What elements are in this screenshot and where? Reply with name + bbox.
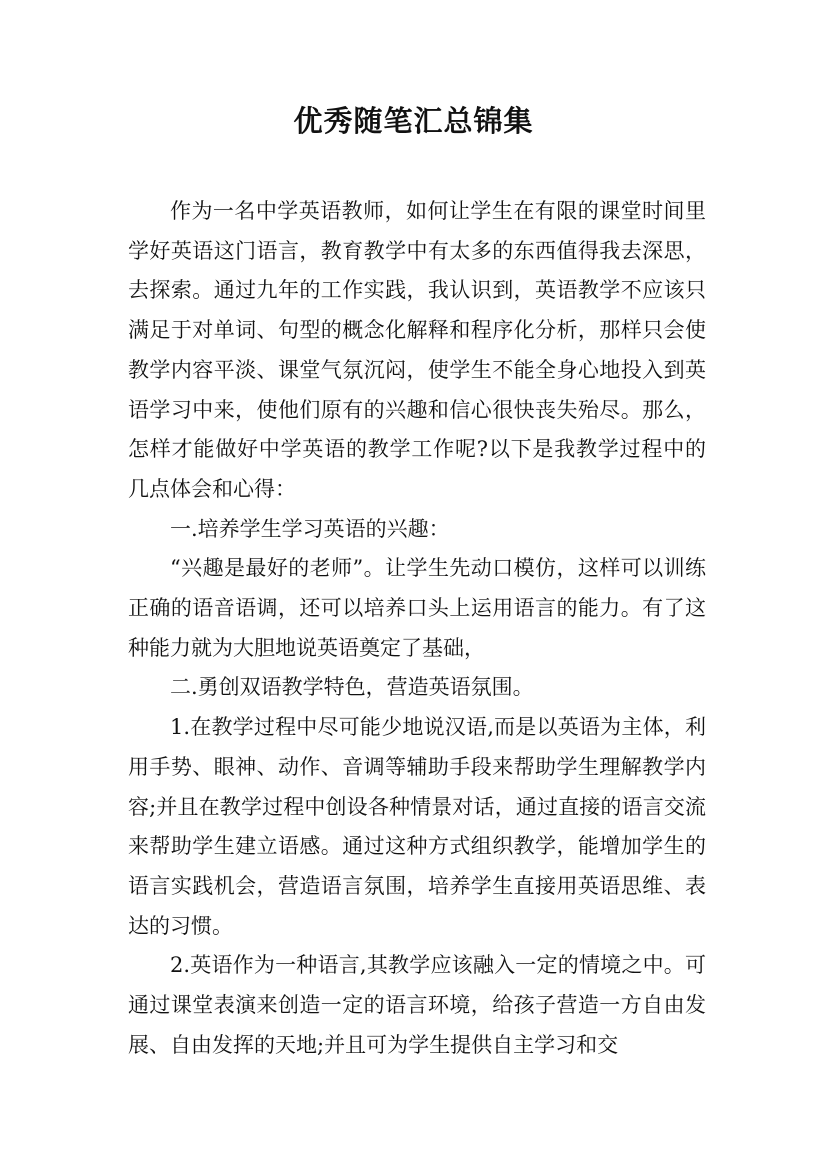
- section-heading-1: 一.培养学生学习英语的兴趣：: [170, 516, 450, 541]
- paragraph-intro: 作为一名中学英语教师，如何让学生在有限的课堂时间里学好英语这门语言，教育教学中有太多的东西值得我去深思，去探索。通过九年的工作实践，我认识到，英语教学不应该只满足于对单词、句型的概念化解释和程序化分析，那样只会使教学内容平淡、课堂气氛沉闷，使学生不能全身心地投入到英语学习中来，使他们原有的兴趣和信心很快丧失殆尽。那么，怎样才能做好中学英语的教学工作呢?以下是我教学过程中的几点体会和心得：: [128, 199, 706, 501]
- document-title: 优秀随笔汇总锦集: [293, 104, 534, 138]
- document-body: [128, 192, 706, 1065]
- section-heading-2: 二.勇创双语教学特色，营造英语氛围。: [170, 675, 534, 700]
- paragraph-point-1: 1.在教学过程中尽可能少地说汉语,而是以英语为主体，利用手势、眼神、动作、音调等辅助手段来帮助学生理解教学内容;并且在教学过程中创设各种情景对话，通过直接的语言交流来帮助学生建立语感。通过这种方式组织教学，能增加学生的语言实践机会，营造语言氛围，培养学生直接用英语思维、表达的习惯。: [128, 715, 706, 938]
- paragraph-interest: “兴趣是最好的老师”。让学生先动口模仿，这样可以训练正确的语音语调，还可以培养口头上运用语言的能力。有了这种能力就为大胆地说英语奠定了基础，: [128, 556, 706, 660]
- paragraph-point-2: 2.英语作为一种语言,其教学应该融入一定的情境之中。可通过课堂表演来创造一定的语言环境，给孩子营造一方自由发展、自由发挥的天地;并且可为学生提供自主学习和交: [128, 953, 706, 1057]
